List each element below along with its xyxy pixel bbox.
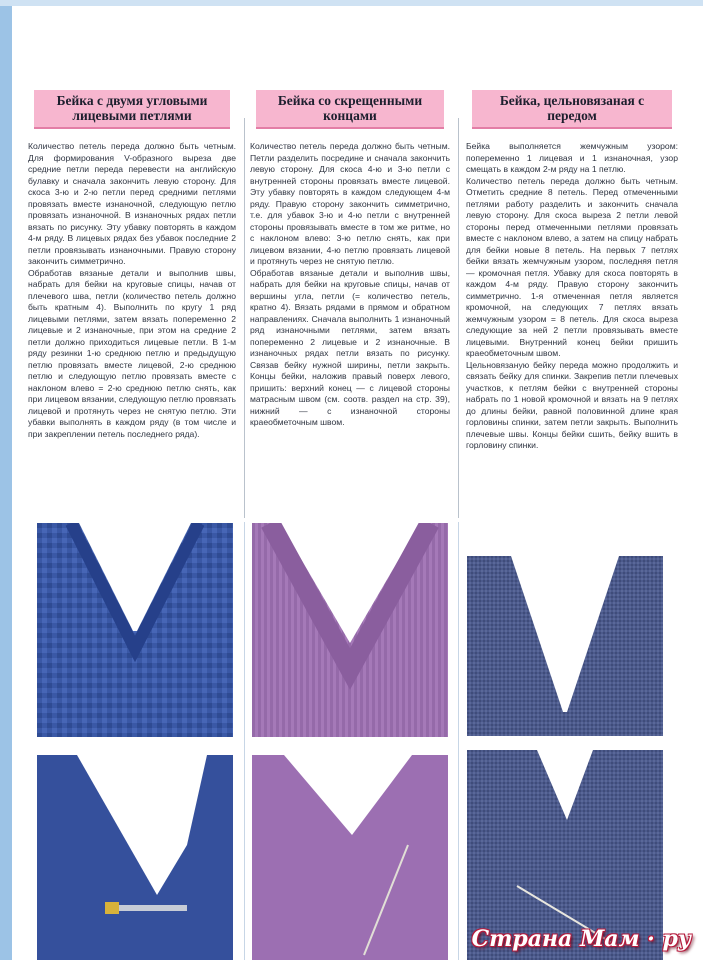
paragraph: Количество петель переда должно быть четным. Петли разделить посредине и сначала закончить левую сторону. Для скоса 4-ю и 3-ю петли с внутренней стороны провязать вместе лицевой. Эту убавку повторять в каждом следующем 4-м ряду. Правую сторону закончить симметрично, т.е. для убавок 3-ю и 4-ю петли с внутренней стороны провязывать вместе в том же ритме, но с наклоном влево: 3-ю петлю снять, как при лицевом вязании, 4-ю петлю провязать лицевой и протянуть через не снятую петлю. <box>250 141 450 266</box>
section-body <box>466 141 678 452</box>
page-edge-top <box>0 0 703 6</box>
photo-blue-vneck-top <box>37 523 233 737</box>
section-two-corner-knit <box>28 90 236 440</box>
section-heading: Бейка, цельновязаная с передом <box>472 90 672 129</box>
section-body <box>28 141 236 440</box>
page-edge-left <box>0 0 12 960</box>
section-knit-with-front <box>466 90 678 452</box>
section-heading: Бейка со скрещенными концами <box>256 90 444 129</box>
photo-lilac-vneck-top <box>252 523 448 737</box>
paragraph: Бейка выполняется жемчужным узором: попеременно 1 лицевая и 1 изнаночная, узор смещать в каждом 2-м ряду на 1 петлю. <box>466 141 678 174</box>
photo-divider <box>458 522 459 960</box>
photo-divider <box>244 522 245 960</box>
section-body <box>250 141 450 429</box>
section-crossed-ends <box>250 90 450 429</box>
paragraph: Обработав вязаные детали и выполнив швы, набрать для бейки на круговые спицы, начав от плечевого шва, петли (количество петель должно быть кратным 4). Выполнить по кругу 1 ряд лицевыми петлями, затем вязать попеременно 2 лицевые и 2 изнаночные, при этом на средние 2 петли должно приходиться лицевые петли. В 1-м ряду резинки 1-ю среднюю петлю и предыдущую петлю провязать вместе лицевой, 2-ю среднюю петлю и следующую петлю провязать вместе с наклоном влево = 2-ю среднюю петлю снять, как при лицевом вязании, следующую петлю провязать лицевой и протянуть через не снятую петлю. Эти убавки выполнять в каждом ряду (в том числе и при закреплении петель последнего ряда). <box>28 267 236 439</box>
column-divider <box>244 118 245 518</box>
column-divider <box>458 118 459 518</box>
photo-blue-vneck-bottom <box>37 755 233 960</box>
section-heading: Бейка с двумя угловыми лицевыми петлями <box>34 90 230 129</box>
photo-lilac-vneck-bottom <box>252 755 448 960</box>
paragraph: Обработав вязаные детали и выполнив швы, набрать для бейки на круговые спицы, начав от вершины угла, петли (= количество петель, кратно 4). Вязать рядами в прямом и обратном направлениях. Сначала выполнить 1 изнаночный ряд изнаночными петлями, затем вязать попеременно 2 лицевые и 2 изнаночные. В изнаночных рядах петли вязать по рисунку. Связав бейку нужной ширины, петли закрыть. Концы бейки, наложив правый поверх левого, пришить: верхний конец — с лицевой стороны матрасным швом (см. соотв. раздел на стр. 39), нижний — с изнаночной стороны краеобметочным швом. <box>250 267 450 427</box>
paragraph: Цельновязаную бейку переда можно продолжить и связать бейку для спинки. Закрепив петли плечевых участков, к петлям бейки с внутренней стороны набрать по 1 новой кромочной и вязать на 9 петлях до длины бейки, равной половинной длине края горловины спинки, затем петли закрыть. Выполнить плечевые швы. Концы бейки сшить, бейку вшить в горловину спинки. <box>466 359 678 450</box>
photo-slate-vneck-top <box>467 556 663 736</box>
paragraph: Количество петель переда должно быть четным. Для формирования V-образного выреза две средние петли переда перевести на английскую булавку и сначала закончить левую сторону. Для скоса 3-ю и 2-ю петли перед средними петлями провязать вместе изнаночной, следующую петлю провязать изнаночной. В изнаночных рядах петли вязать по рисунку. Эту убавку повторять в каждом 4-м ряду. В лицевых рядах без убавок последние 2 петли провязывать изнаночными. Правую сторону закончить симметрично. <box>28 141 236 266</box>
site-watermark: Страна Мам · ру <box>471 926 691 952</box>
paragraph: Количество петель переда должно быть четным. Отметить средние 8 петель. Перед отмеченными петлями работу разделить и закончить сначала левую сторону. Для скоса выреза 2 петли левой стороны перед отмеченными петлями провязать вместе с наклоном влево, а затем на спицу набрать для бейки новые 8 петель. На первых 7 петлях бейки вязать жемчужным узором, последняя петля — кромочная петля. Убавку для скоса повторять в каждом 4-м ряду. Правую сторону закончить симметрично. 1-я отмеченная петля является кромочной, на следующих 7 петлях вязать жемчужным узором = 8 петель. Для скоса выреза следующие за ней 2 петли провязывать вместе лицевыми. Внутренний конец бейки пришить краеобметочным швом. <box>466 175 678 358</box>
